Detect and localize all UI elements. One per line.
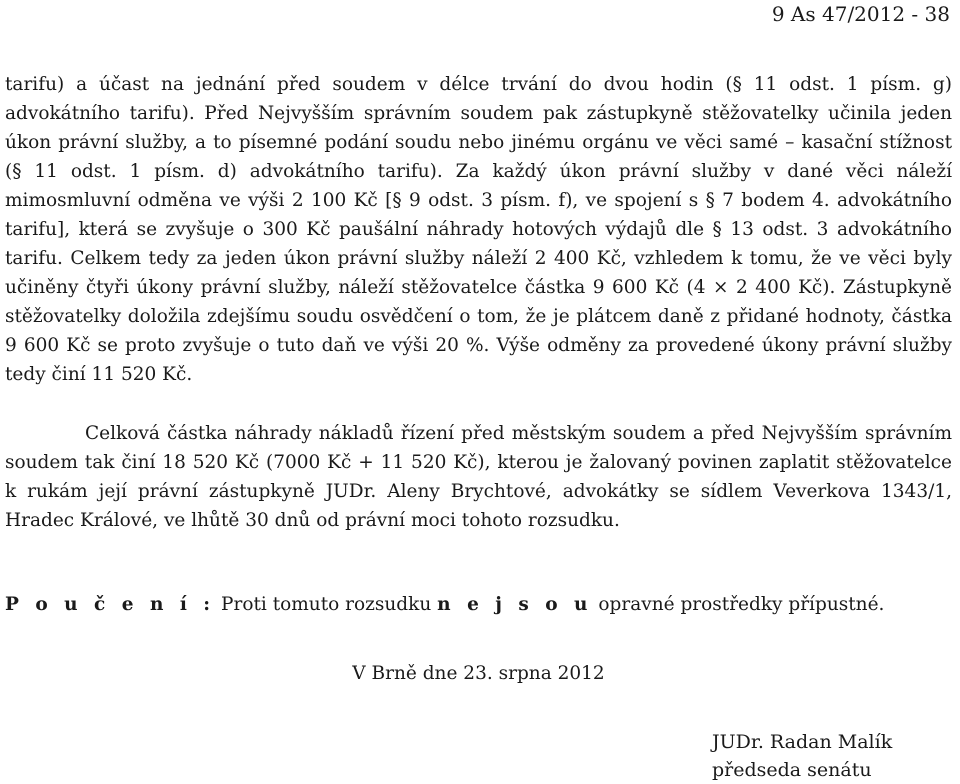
instruction-text-before: Proti tomuto rozsudku [221,594,432,615]
case-number: 9 As 47/2012 - 38 [771,2,950,26]
instruction-line [5,590,952,619]
signature-block [712,728,892,784]
signature-title: předseda senátu [712,759,872,781]
date-line: V Brně dne 23. srpna 2012 [352,663,605,684]
instruction-emphasis: n e j s o u [437,594,593,615]
instruction-label: P o u č e n í : [5,594,216,615]
paragraph-total-costs: Celková částka náhrady nákladů řízení před městským soudem a před Nejvyšším správním soudem tak činí 18 520 Kč (7000 Kč + 11 520 Kč), kterou je žalovaný povinen zaplatit stěžovatelce k rukám její právní zástupkyně JUDr. Aleny Brychtové, advokátky se sídlem Veverkova 1343/1, Hradec Králové, ve lhůtě 30 dnů od právní moci tohoto rozsudku. [5,423,952,531]
instruction-text-after: opravné prostředky přípustné. [598,594,885,615]
signature-name: JUDr. Radan Malík [712,731,893,753]
document-body [5,70,952,688]
paragraph-costs-breakdown: tarifu) a účast na jednání před soudem v délce trvání do dvou hodin (§ 11 odst. 1 písm. g) advokátního tarifu). Před Nejvyšším správním soudem pak zástupkyně stěžovatelky učinila jeden úkon právní služby, a to písemné podání soudu nebo jinému orgánu ve věci samé – kasační stížnost (§ 11 odst. 1 písm. d) advokátního tarifu). Za každý úkon právní služby v dané věci náleží mimosmluvní odměna ve výši 2 100 Kč [§ 9 odst. 3 písm. f), ve spojení s § 7 bodem 4. advokátního tarifu], která se zvyšuje o 300 Kč paušální náhrady hotových výdajů dle § 13 odst. 3 advokátního tarifu. Celkem tedy za jeden úkon právní služby náleží 2 400 Kč, vzhledem k tomu, že ve věci byly učiněny čtyři úkony právní služby, náleží stěžovatelce částka 9 600 Kč (4 × 2 400 Kč). Zástupkyně stěžovatelky doložila zdejšímu soudu osvědčení o tom, že je plátcem daně z přidané hodnoty, částka 9 600 Kč se proto zvyšuje o tuto daň ve výši 20 %. Výše odměny za provedené úkony právní služby tedy činí 11 520 Kč. [5,74,952,385]
